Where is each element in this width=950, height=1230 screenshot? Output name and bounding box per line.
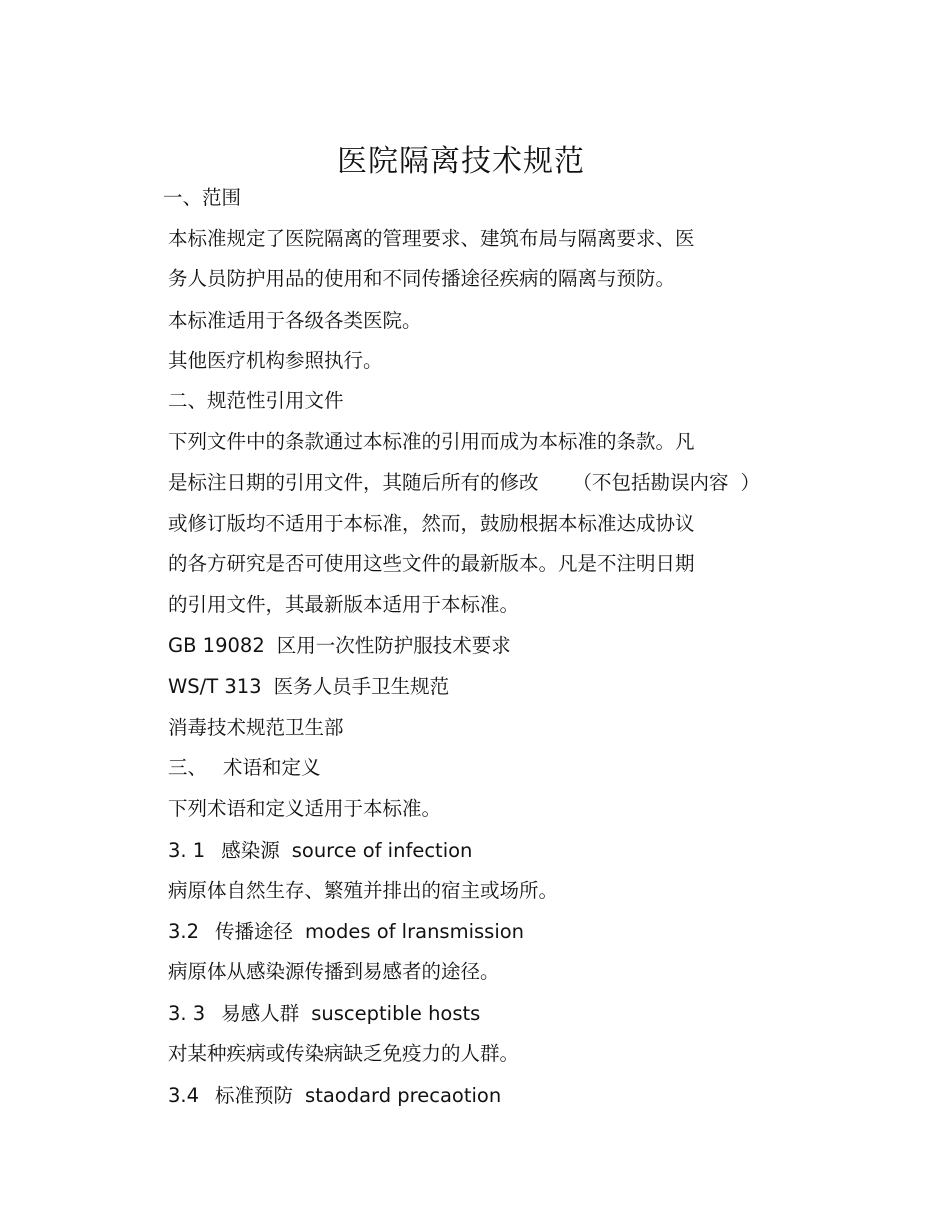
term-english: susceptible hosts: [311, 1002, 481, 1025]
term-definition: 病原体自然生存、繁殖并排出的宿主或场所。: [168, 879, 559, 902]
term-entry: [168, 839, 472, 863]
term-number: 3. 3: [168, 1002, 206, 1025]
term-definition: 对某种疾病或传染病缺乏免疫力的人群。: [168, 1042, 520, 1065]
term-number: 3.4: [168, 1084, 200, 1107]
term-chinese: 传播途径: [215, 920, 294, 943]
term-english: source of infection: [291, 839, 473, 862]
term-chinese: 易感人群: [221, 1002, 300, 1025]
paragraph-line: 的引用文件，其最新版本适用于本标准。: [168, 593, 520, 616]
reference-item: [168, 634, 511, 658]
reference-title: 区用一次性防护服技术要求: [276, 634, 511, 657]
section-title: 术语和定义: [223, 756, 321, 779]
term-entry: [168, 920, 524, 944]
reference-title: 医务人员手卫生规范: [273, 675, 450, 698]
paragraph-line: 务人员防护用品的使用和不同传播途径疾病的隔离与预防。: [168, 267, 676, 290]
paragraph-line: 本标准适用于各级各类医院。: [168, 309, 422, 332]
paragraph-line: 下列文件中的条款通过本标准的引用而成为本标准的条款。凡: [168, 430, 695, 453]
paragraph-line: [168, 471, 760, 495]
term-english: modes of lransmission: [305, 920, 525, 943]
reference-code: WS/T 313: [168, 675, 262, 698]
section-number: 三、: [168, 756, 208, 779]
term-chinese: 标准预防: [215, 1084, 294, 1107]
reference-code: GB 19082: [168, 634, 265, 657]
reference-item: 消毒技术规范卫生部: [168, 716, 344, 739]
reference-item: [168, 675, 449, 699]
paragraph-line: 的各方研究是否可使用这些文件的最新版本。凡是不注明日期: [168, 552, 695, 575]
section-heading-terms: [168, 756, 321, 780]
term-chinese: 感染源: [221, 839, 280, 862]
term-number: 3. 1: [168, 839, 206, 862]
term-english: staodard precaotion: [305, 1084, 502, 1107]
term-entry: [168, 1084, 501, 1108]
paragraph-line: 其他医疗机构参照执行。: [168, 349, 383, 372]
section-heading-scope: 一、范围: [163, 186, 242, 209]
section-heading-references: 二、规范性引用文件: [168, 389, 344, 412]
paragraph-text: （不包括勘误内容: [572, 471, 729, 494]
term-definition: 病原体从感染源传播到易感者的途径。: [168, 960, 500, 983]
paragraph-line: 本标准规定了医院隔离的管理要求、建筑布局与隔离要求、医: [168, 227, 695, 250]
paragraph-line: 或修订版均不适用于本标准，然而，鼓励根据本标准达成协议: [168, 512, 695, 535]
term-entry: [168, 1002, 480, 1026]
paragraph-line: 下列术语和定义适用于本标准。: [168, 797, 442, 820]
paragraph-text: 是标注日期的引用文件，其随后所有的修改: [168, 471, 539, 494]
term-number: 3.2: [168, 920, 200, 943]
document-title: 医院隔离技术规范: [337, 144, 585, 179]
paragraph-text: ）: [740, 471, 761, 494]
